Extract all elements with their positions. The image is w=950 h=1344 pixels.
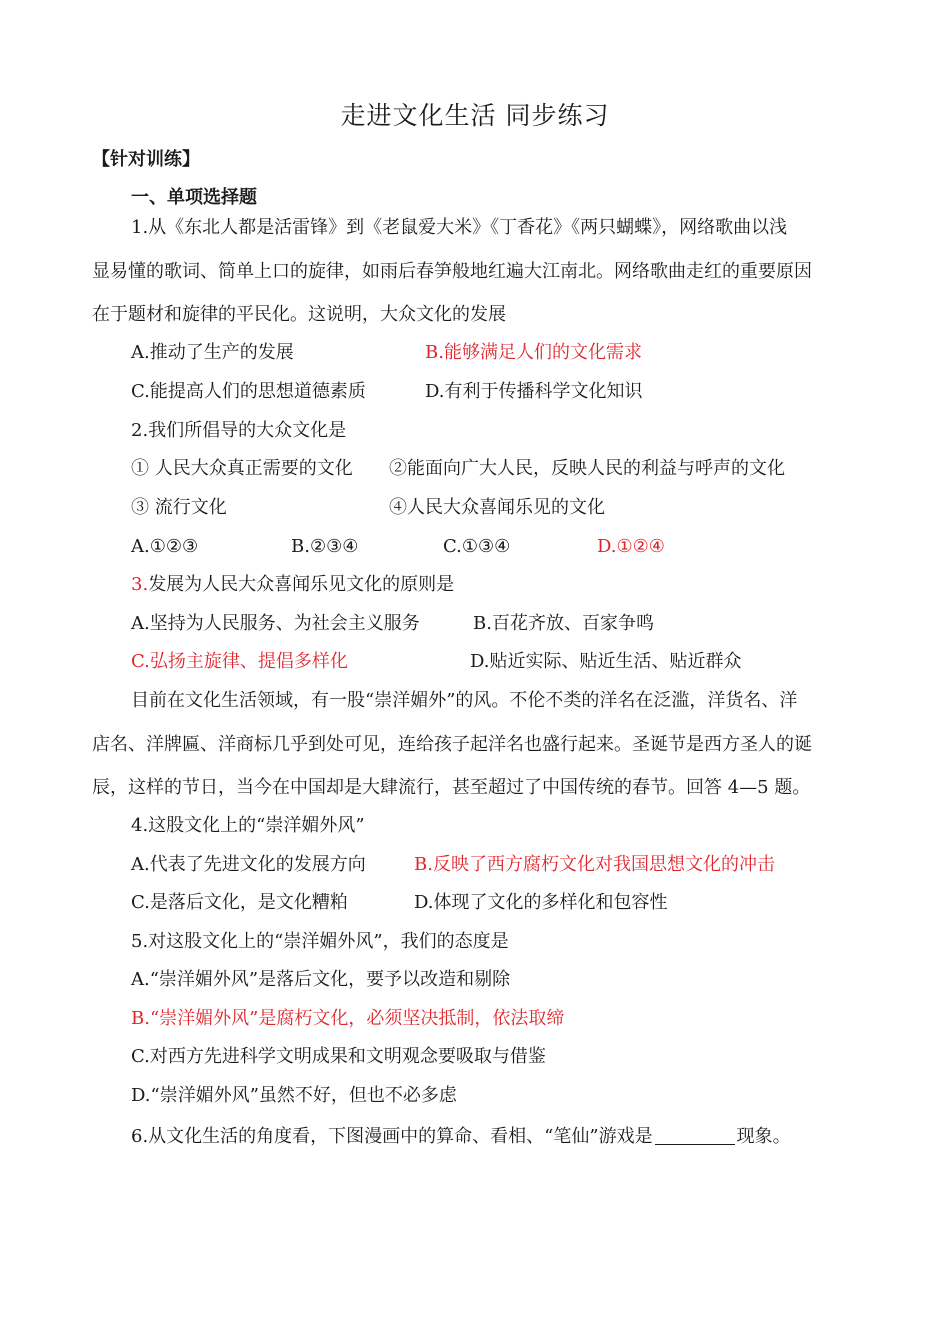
passage-line3: 辰，这样的节日，当今在中国却是大肆流行，甚至超过了中国传统的春节。回答 4—5 题。	[92, 777, 811, 798]
q1-option-d: D.有利于传播科学文化知识	[425, 381, 643, 402]
q1-stem-line3: 在于题材和旋律的平民化。这说明，大众文化的发展	[92, 304, 506, 325]
q2-item-4: ④人民大众喜闻乐见的文化	[389, 497, 605, 518]
q2-option-c: C.①③④	[443, 536, 511, 557]
passage-line2: 店名、洋牌匾、洋商标几乎到处可见，连给孩子起洋名也盛行起来。圣诞节是西方圣人的诞	[92, 734, 812, 755]
q6-stem-after: 现象。	[736, 1126, 791, 1147]
q1-stem-line1: 1.从《东北人都是活雷锋》到《老鼠爱大米》《丁香花》《两只蝴蝶》，网络歌曲以浅	[131, 217, 788, 238]
q4-option-d: D.体现了文化的多样化和包容性	[414, 892, 668, 913]
q5-stem: 5.对这股文化上的“崇洋媚外风”，我们的态度是	[131, 931, 509, 952]
passage-line1: 目前在文化生活领域，有一股“崇洋媚外”的风。不伦不类的洋名在泛滥，洋货名、洋	[131, 690, 798, 711]
q5-option-a: A.“崇洋媚外风”是落后文化，要予以改造和剔除	[131, 969, 511, 990]
q5-option-b-answer: B.“崇洋媚外风”是腐朽文化，必须坚决抵制，依法取缔	[131, 1008, 565, 1029]
subsection-heading: 一、单项选择题	[131, 187, 257, 208]
q2-item-2: ②能面向广大人民，反映人民的利益与呼声的文化	[389, 458, 785, 479]
q5-option-d: D.“崇洋媚外风”虽然不好，但也不必多虑	[131, 1085, 457, 1106]
q4-option-a: A.代表了先进文化的发展方向	[131, 854, 366, 875]
q4-option-b-answer: B.反映了西方腐朽文化对我国思想文化的冲击	[414, 854, 775, 875]
q5-option-c: C.对西方先进科学文明成果和文明观念要吸取与借鉴	[131, 1046, 546, 1067]
q6-stem-before: 6.从文化生活的角度看，下图漫画中的算命、看相、“笔仙”游戏是	[131, 1126, 653, 1147]
q3-stem: 发展为人民大众喜闻乐见文化的原则是	[148, 574, 455, 595]
q2-item-1: ① 人民大众真正需要的文化	[131, 458, 353, 479]
q4-option-c: C.是落后文化，是文化糟粕	[131, 892, 348, 913]
q3-option-b: B.百花齐放、百家争鸣	[473, 613, 654, 634]
q2-option-a: A.①②③	[131, 536, 199, 557]
q3-number: 3.	[131, 574, 149, 595]
q4-stem: 4.这股文化上的“崇洋媚外风”	[131, 815, 365, 836]
q1-stem-line2: 显易懂的歌词、简单上口的旋律，如雨后春笋般地红遍大江南北。网络歌曲走红的重要原因	[92, 261, 812, 282]
q3-stem-row	[131, 573, 454, 597]
q2-option-b: B.②③④	[291, 536, 359, 557]
q6-stem	[131, 1125, 791, 1149]
q3-option-c-answer: C.弘扬主旋律、提倡多样化	[131, 651, 348, 672]
q3-option-a: A.坚持为人民服务、为社会主义服务	[131, 613, 420, 634]
q1-option-a: A.推动了生产的发展	[131, 342, 294, 363]
q2-option-d-answer: D.①②④	[597, 536, 665, 557]
q6-answer-blank	[655, 1126, 735, 1145]
q2-item-3: ③ 流行文化	[131, 497, 227, 518]
q1-option-b-answer: B.能够满足人们的文化需求	[425, 342, 642, 363]
q1-option-c: C.能提高人们的思想道德素质	[131, 381, 366, 402]
q2-stem: 2.我们所倡导的大众文化是	[131, 420, 347, 441]
q3-option-d: D.贴近实际、贴近生活、贴近群众	[470, 651, 742, 672]
section-heading: 【针对训练】	[92, 149, 200, 170]
page-title: 走进文化生活 同步练习	[340, 101, 610, 130]
